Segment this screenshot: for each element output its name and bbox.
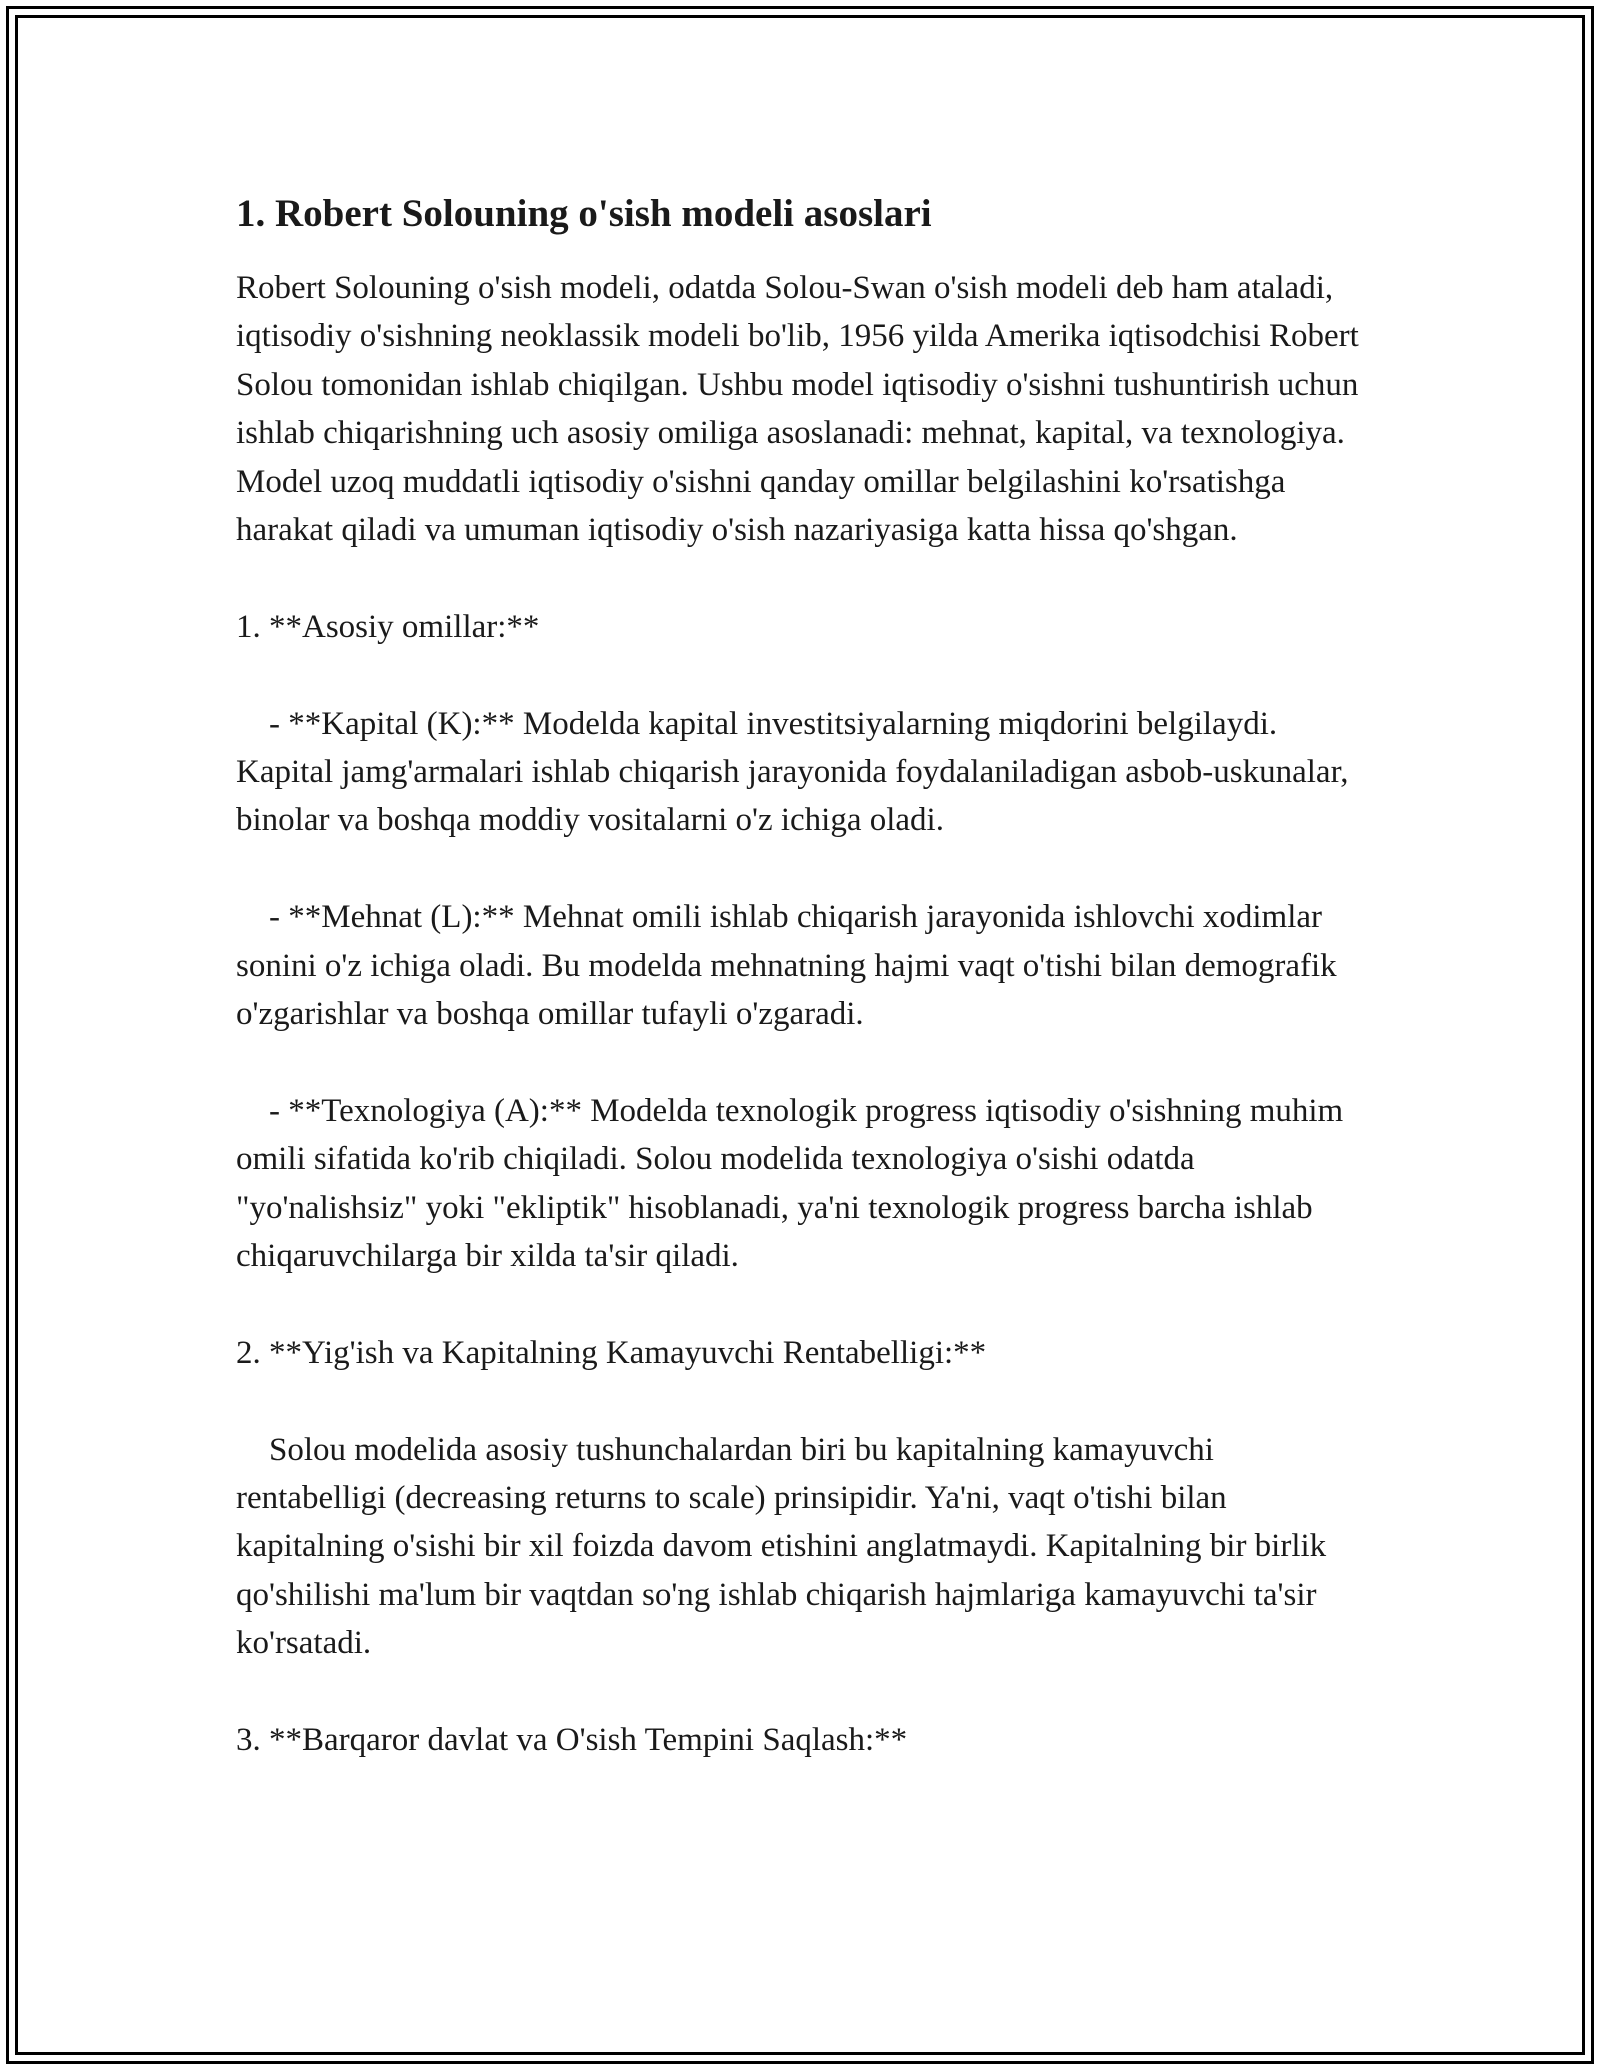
paragraph-spacer — [236, 845, 1366, 893]
list-heading-steady-state: 3. **Barqaror davlat va O'sish Tempini Saqlash:** — [236, 1722, 908, 1759]
document-body — [236, 180, 1366, 1764]
returns-paragraph: Solou modelida asosiy tushunchalardan biri bu kapitalning kamayuvchi rentabelligi (decreasing returns to scale) prinsipidir. Ya'ni, vaqt o'tishi bilan kapitalning o'sishi bir xil foizda davom etishini anglatmaydi. Kapitalning bir birlik qo'shilishi ma'lum bir vaqtdan so'ng ishlab chiqarish hajmlariga kamayuvchi ta'sir ko'rsatadi. — [236, 1431, 1335, 1662]
paragraph-spacer — [236, 1038, 1366, 1086]
list-item-labor: - **Mehnat (L):** Mehnat omili ishlab chiqarish jarayonida ishlovchi xodimlar sonini o'z ichiga oladi. Bu modelda mehnatning hajmi vaqt o'tishi bilan demografik o'zgarishlar va boshqa omillar tufayli o'zgaradi. — [236, 899, 1345, 1033]
list-item-technology: - **Texnologiya (A):** Modelda texnologik progress iqtisodiy o'sishning muhim omili sifatida ko'rib chiqiladi. Solou modelida texnologiya o'sishi odatda "yo'nalishsiz" yoki "ekliptik" hisoblanadi, ya'ni texnologik progress barcha ishlab chiqaruvchilarga bir xilda ta'sir qiladi. — [236, 1092, 1352, 1275]
section-heading: 1. Robert Solouning o'sish modeli asoslari — [236, 192, 932, 235]
paragraph-spacer — [236, 554, 1366, 602]
paragraph-spacer — [236, 1377, 1366, 1425]
paragraph-spacer — [236, 1668, 1366, 1716]
intro-paragraph: Robert Solouning o'sish modeli, odatda Solou-Swan o'sish modeli deb ham ataladi, iqtisodiy o'sishning neoklassik modeli bo'lib, 1956 yilda Amerika iqtisodchisi Robert Solou tomonidan ishlab chiqilgan. Ushbu model iqtisodiy o'sishni tushuntirish uchun ishlab chiqarishning uch asosiy omiliga asoslanadi: mehnat, kapital, va texnologiya. Model uzoq muddatli iqtisodiy o'sishni qanday omillar belgilashini ko'rsatishga harakat qiladi va umuman iqtisodiy o'sish nazariyasiga katta hissa qo'shgan. — [236, 270, 1368, 549]
list-heading-returns: 2. **Yig'ish va Kapitalning Kamayuvchi Rentabelligi:** — [236, 1334, 987, 1371]
list-item-capital: - **Kapital (K):** Modelda kapital investitsiyalarning miqdorini belgilaydi. Kapital jamg'armalari ishlab chiqarish jarayonida foydalaniladigan asbob-uskunalar, binolar va boshqa moddiy vositalarni o'z ichiga oladi. — [236, 705, 1357, 839]
list-heading-factors: 1. **Asosiy omillar:** — [236, 608, 540, 645]
paragraph-spacer — [236, 1280, 1366, 1328]
paragraph-spacer — [236, 651, 1366, 699]
